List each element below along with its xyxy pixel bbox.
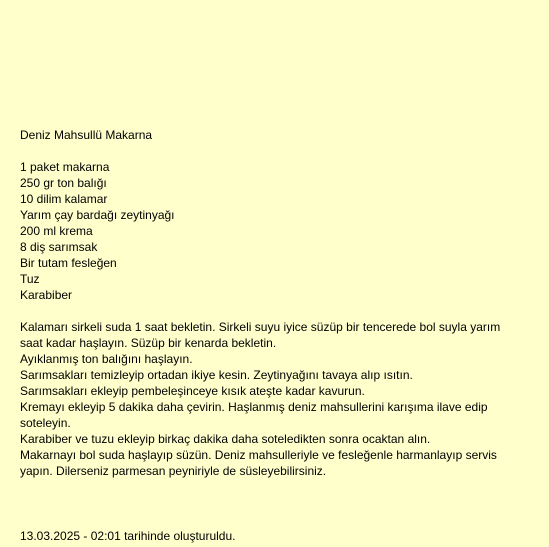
ingredient-item: Karabiber <box>20 288 73 302</box>
instruction-list <box>20 319 520 479</box>
spacer <box>20 143 520 159</box>
ingredient-item: Tuz <box>20 272 40 286</box>
recipe-title: Deniz Mahsullü Makarna <box>20 128 153 142</box>
instruction-step: Kremayı ekleyip 5 dakika daha çevirin. Haşlanmış deniz mahsullerini karışıma ilave edip soteleyin. <box>20 400 488 430</box>
created-timestamp: 13.03.2025 - 02:01 tarihinde oluşturuldu. <box>20 529 236 543</box>
ingredient-list <box>20 159 520 303</box>
spacer <box>20 303 520 319</box>
ingredient-item: 8 diş sarımsak <box>20 240 98 254</box>
instruction-step: Kalamarı sirkeli suda 1 saat bekletin. Sirkeli suyu iyice süzüp bir tencerede bol suyla yarım saat kadar haşlayın. Süzüp bir kenarda bekletin. <box>20 320 501 350</box>
recipe-document <box>20 127 520 479</box>
instruction-step: Sarımsakları temizleyip ortadan ikiye kesin. Zeytinyağını tavaya alıp ısıtın. <box>20 368 413 382</box>
ingredient-item: 250 gr ton balığı <box>20 176 107 190</box>
ingredient-item: Bir tutam fesleğen <box>20 256 117 270</box>
instruction-step: Karabiber ve tuzu ekleyip birkaç dakika daha soteledikten sonra ocaktan alın. <box>20 432 431 446</box>
instruction-step: Sarımsakları ekleyip pembeleşinceye kısık ateşte kadar kavurun. <box>20 384 365 398</box>
ingredient-item: 10 dilim kalamar <box>20 192 108 206</box>
ingredient-item: 1 paket makarna <box>20 160 110 174</box>
instruction-step: Makarnayı bol suda haşlayıp süzün. Deniz mahsulleriyle ve fesleğenle harmanlayıp servis yapın. Dilerseniz parmesan peyniriyle de süsleyebilirsiniz. <box>20 448 497 478</box>
instruction-step: Ayıklanmış ton balığını haşlayın. <box>20 352 193 366</box>
ingredient-item: 200 ml krema <box>20 224 93 238</box>
ingredient-item: Yarım çay bardağı zeytinyağı <box>20 208 175 222</box>
